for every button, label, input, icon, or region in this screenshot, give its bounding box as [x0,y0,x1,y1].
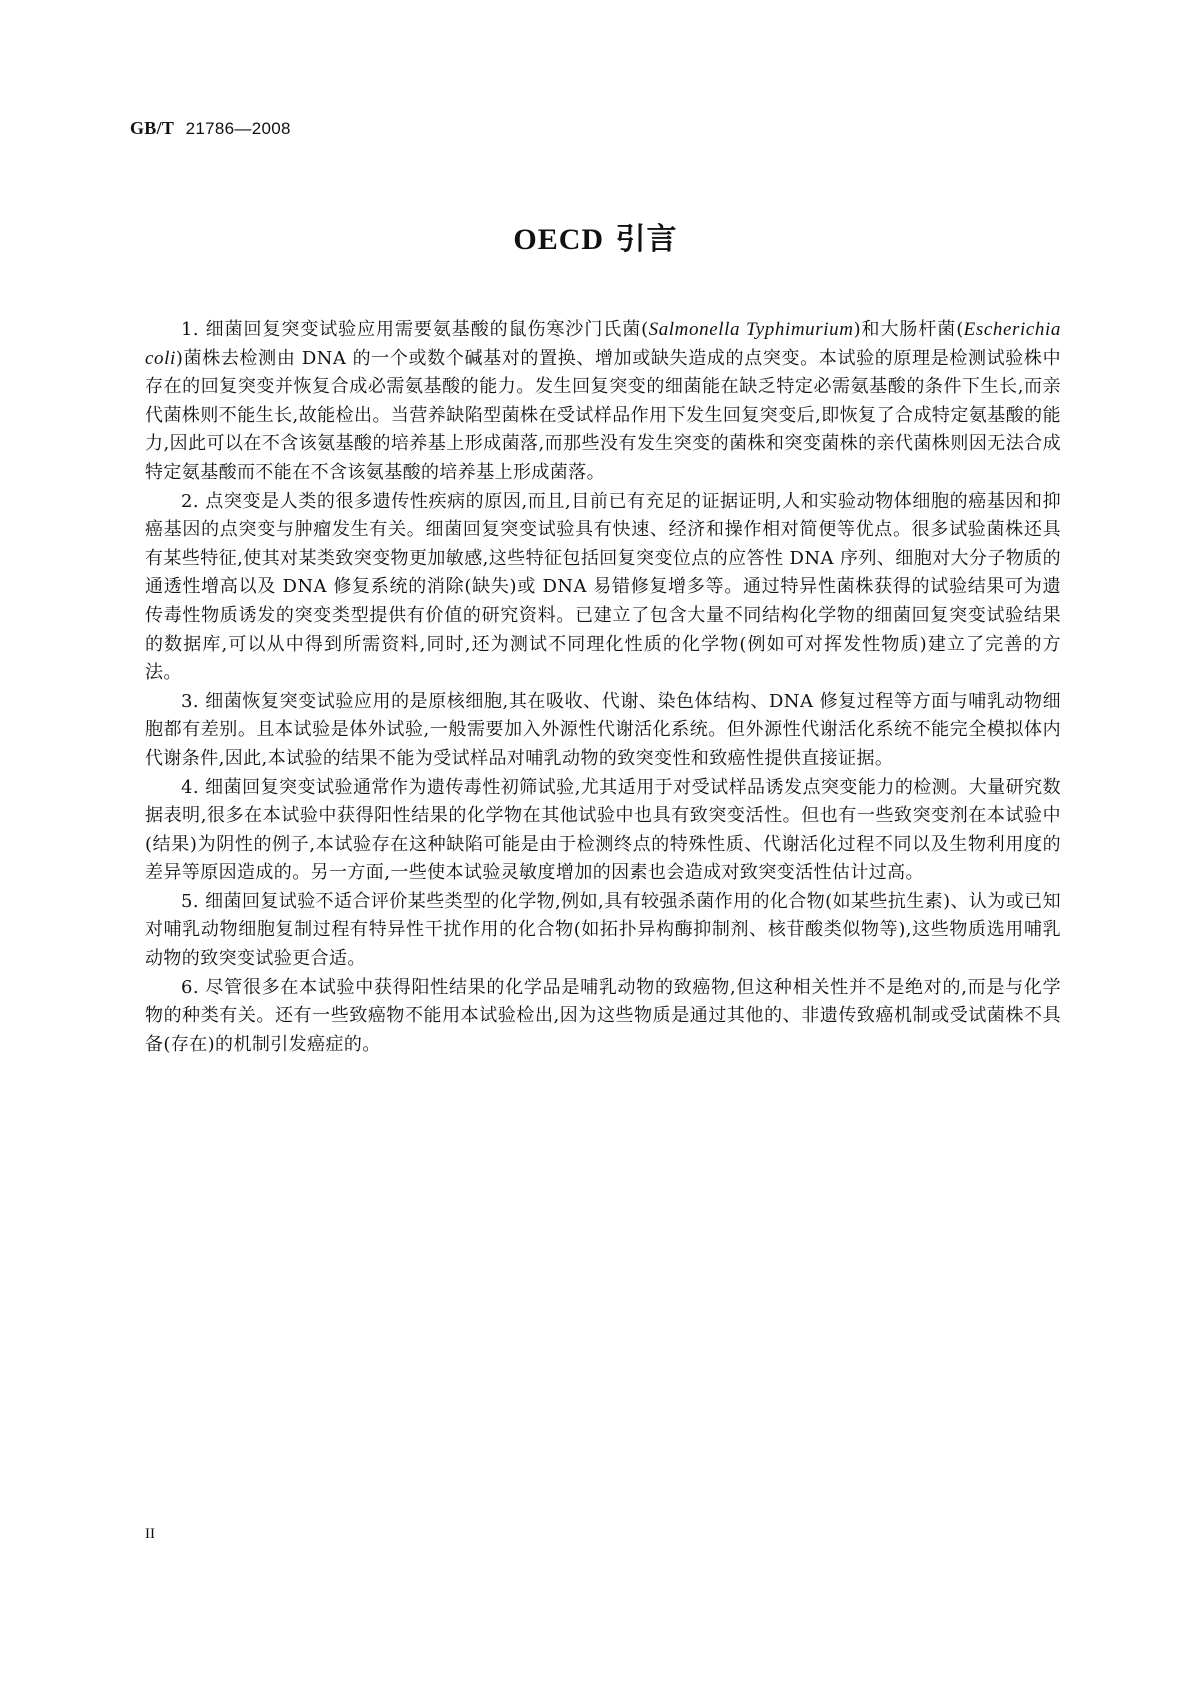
title-latin: OECD [513,223,605,256]
paragraph-6: 6. 尽管很多在本试验中获得阳性结果的化学品是哺乳动物的致癌物,但这种相关性并不是绝对的,而是与化学物的种类有关。还有一些致癌物不能用本试验检出,因为这些物质是通过其他的、非遗传致癌机制或受试菌株不具备(存在)的机制引发癌症的。 [145,976,1061,1055]
species-name-salmonella: Salmonella Typhimurium [648,319,854,340]
standard-code [130,118,291,139]
title-cjk: 引言 [615,222,678,257]
paragraph-2: 2. 点突变是人类的很多遗传性疾病的原因,而且,目前已有充足的证据证明,人和实验动物体细胞的癌基因和抑癌基因的点突变与肿瘤发生有关。细菌回复突变试验具有快速、经济和操作相对简便等优点。很多试验菌株还具有某些特征,使其对某类致突变物更加敏感,这些特征包括回复突变位点的应答性 DNA 序列、细胞对大分子物质的通透性增高以及 DNA 修复系统的消除(缺失)或 DNA 易错修复增多等。通过特异性菌株获得的试验结果可为遗传毒性物质诱发的突变类型提供有价值的研究资料。已建立了包含大量不同结构化学物的细菌回复突变试验结果的数据库,可以从中得到所需资料,同时,还为测试不同理化性质的化学物(例如可对挥发性物质)建立了完善的方法。 [145,490,1061,684]
paragraph-1-text-a: 1. 细菌回复突变试验应用需要氨基酸的鼠伤寒沙门氏菌( [181,319,649,340]
paragraph-4: 4. 细菌回复突变试验通常作为遗传毒性初筛试验,尤其适用于对受试样品诱发点突变能力的检测。大量研究数据表明,很多在本试验中获得阳性结果的化学物在其他试验中也具有致突变活性。但也有一些致突变剂在本试验中(结果)为阴性的例子,本试验存在这种缺陷可能是由于检测终点的特殊性质、代谢活化过程不同以及生物利用度的差异等原因造成的。另一方面,一些使本试验灵敏度增加的因素也会造成对致突变活性估计过高。 [145,776,1061,884]
species-name-ecoli: Escherichia coli [145,319,1061,369]
page-title [0,214,1191,258]
page-number: II [145,1526,155,1542]
paragraph-3: 3. 细菌恢复突变试验应用的是原核细胞,其在吸收、代谢、染色体结构、DNA 修复过程等方面与哺乳动物细胞都有差别。且本试验是体外试验,一般需要加入外源性代谢活化系统。但外源性代谢活化系统不能完全模拟体内代谢条件,因此,本试验的结果不能为受试样品对哺乳动物的致突变性和致癌性提供直接证据。 [145,690,1061,769]
standard-number: 21786—2008 [185,119,291,138]
paragraph-1 [145,316,1061,488]
paragraph-1-text-b: )和大肠杆菌( [853,319,964,340]
paragraph-5: 5. 细菌回复试验不适合评价某些类型的化学物,例如,具有较强杀菌作用的化合物(如某些抗生素)、认为或已知对哺乳动物细胞复制过程有特异性干扰作用的化合物(如拓扑异构酶抑制剂、核苷酸类似物等),这些物质选用哺乳动物的致突变试验更合适。 [145,890,1061,970]
standard-prefix: GB/T [130,118,175,138]
document-body [145,316,1061,1059]
paragraph-1-text-c: )菌株去检测由 DNA 的一个或数个碱基对的置换、增加或缺失造成的点突变。本试验的原理是检测试验株中存在的回复突变并恢复合成必需氨基酸的能力。发生回复突变的细菌能在缺乏特定必需氨基酸的条件下生长,而亲代菌株则不能生长,故能检出。当营养缺陷型菌株在受试样品作用下发生回复突变后,即恢复了合成特定氨基酸的能力,因此可以在不含该氨基酸的培养基上形成菌落,而那些没有发生突变的菌株和突变菌株的亲代菌株则因无法合成特定氨基酸而不能在不含该氨基酸的培养基上形成菌落。 [145,347,1061,483]
